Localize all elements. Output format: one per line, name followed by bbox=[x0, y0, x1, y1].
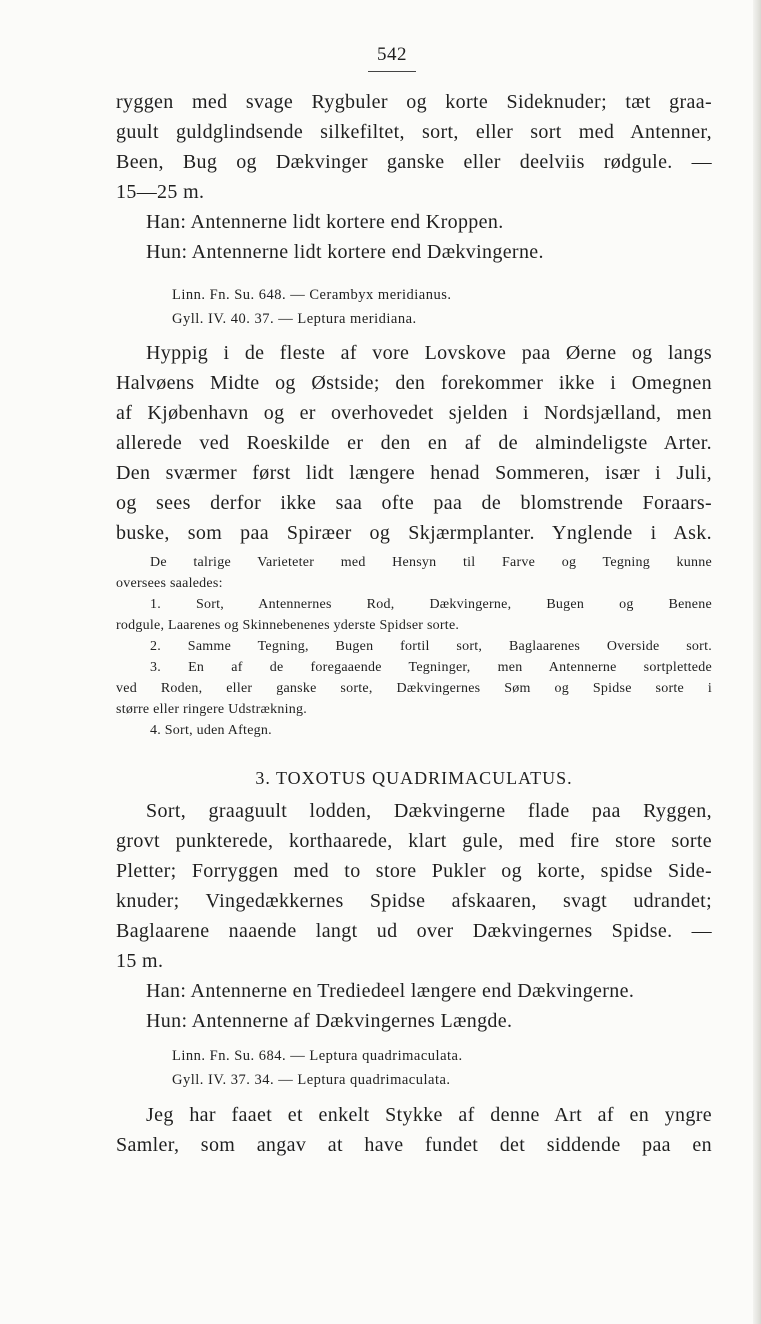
section1-intro bbox=[116, 87, 712, 267]
male-description: Han: Antennerne lidt kortere end Kroppen. bbox=[146, 211, 504, 233]
text-line: allerede ved Roeskilde er den en af de almindeligste Arter. bbox=[116, 432, 712, 454]
male-description: Han: Antennerne en Trediedeel længere end Dækvingerne. bbox=[146, 980, 635, 1002]
text-line: Samler, som angav at have fundet det siddende paa en bbox=[116, 1134, 712, 1156]
text-line: rodgule, Laarenes og Skinnebenenes yderste Spidser sorte. bbox=[116, 618, 460, 633]
female-description: Hun: Antennerne lidt kortere end Dækvingerne. bbox=[146, 241, 544, 263]
text-line: af Kjøbenhavn og er overhovedet sjelden i Nordsjælland, men bbox=[116, 402, 712, 424]
text-line: grovt punkterede, korthaarede, klart gule, med fire store sorte bbox=[116, 830, 712, 852]
text-line: 15 m. bbox=[116, 950, 164, 972]
female-description: Hun: Antennerne af Dækvingernes Længde. bbox=[146, 1010, 513, 1032]
reference-line: Linn. Fn. Su. 684. — Leptura quadrimaculata. bbox=[172, 1048, 463, 1064]
page-number: 542 bbox=[377, 44, 407, 65]
text-line: buske, som paa Spiræer og Skjærmplanter. Ynglende i Ask. bbox=[116, 522, 712, 544]
section1-references bbox=[116, 283, 712, 331]
text-line: 2. Samme Tegning, Bugen fortil sort, Baglaarenes Overside sort. bbox=[150, 639, 712, 654]
text-line: Halvøens Midte og Østside; den forekommer ikke i Omegnen bbox=[116, 372, 712, 394]
section2-body bbox=[116, 1100, 712, 1160]
page-edge bbox=[753, 0, 761, 1324]
text-line: guult guldglindsende silkefiltet, sort, eller sort med Antenner, bbox=[116, 121, 712, 143]
page-number-rule bbox=[368, 71, 416, 72]
text-line: større eller ringere Udstrækning. bbox=[116, 702, 307, 717]
text-line: ryggen med svage Rygbuler og korte Sideknuder; tæt graa- bbox=[116, 91, 712, 113]
section1-body bbox=[116, 338, 712, 548]
text-line: Hyppig i de fleste af vore Lovskove paa Øerne og langs bbox=[146, 342, 712, 364]
species-heading: 3. TOXOTUS QUADRIMACULATUS. bbox=[255, 768, 573, 788]
text-line: 3. En af de foregaaende Tegninger, men Antennerne sortplettede bbox=[150, 660, 712, 675]
text-line: oversees saaledes: bbox=[116, 576, 223, 591]
text-line: Jeg har faaet et enkelt Stykke af denne Art af en yngre bbox=[146, 1104, 712, 1126]
reference-line: Gyll. IV. 40. 37. — Leptura meridiana. bbox=[172, 311, 417, 327]
text-line: knuder; Vingedækkernes Spidse afskaaren, svagt udrandet; bbox=[116, 890, 712, 912]
reference-line: Linn. Fn. Su. 648. — Cerambyx meridianus. bbox=[172, 287, 452, 303]
text-line: 4. Sort, uden Aftegn. bbox=[150, 723, 272, 738]
section2-sexes bbox=[116, 976, 712, 1036]
text-line: 1. Sort, Antennernes Rod, Dækvingerne, Bugen og Benene bbox=[150, 597, 712, 612]
section2-description bbox=[116, 796, 712, 976]
text-line: Been, Bug og Dækvinger ganske eller deelviis rødgule. — bbox=[116, 151, 712, 173]
text-line: Sort, graaguult lodden, Dækvingerne flade paa Ryggen, bbox=[146, 800, 712, 822]
section2-references bbox=[116, 1044, 712, 1092]
text-line: Baglaarene naaende langt ud over Dækvingernes Spidse. — bbox=[116, 920, 712, 942]
text-line: De talrige Varieteter med Hensyn til Farve og Tegning kunne bbox=[150, 555, 712, 570]
section2-heading-wrap bbox=[116, 763, 712, 793]
reference-line: Gyll. IV. 37. 34. — Leptura quadrimaculata. bbox=[172, 1072, 451, 1088]
text-line: og sees derfor ikke saa ofte paa de blomstrende Foraars- bbox=[116, 492, 712, 514]
text-line: 15—25 m. bbox=[116, 181, 205, 203]
text-line: Den sværmer først lidt længere henad Sommeren, især i Juli, bbox=[116, 462, 712, 484]
section1-varieties bbox=[116, 552, 712, 741]
text-line: Pletter; Forryggen med to store Pukler og korte, spidse Side- bbox=[116, 860, 712, 882]
text-line: ved Roden, eller ganske sorte, Dækvingernes Søm og Spidse sorte i bbox=[116, 681, 712, 696]
